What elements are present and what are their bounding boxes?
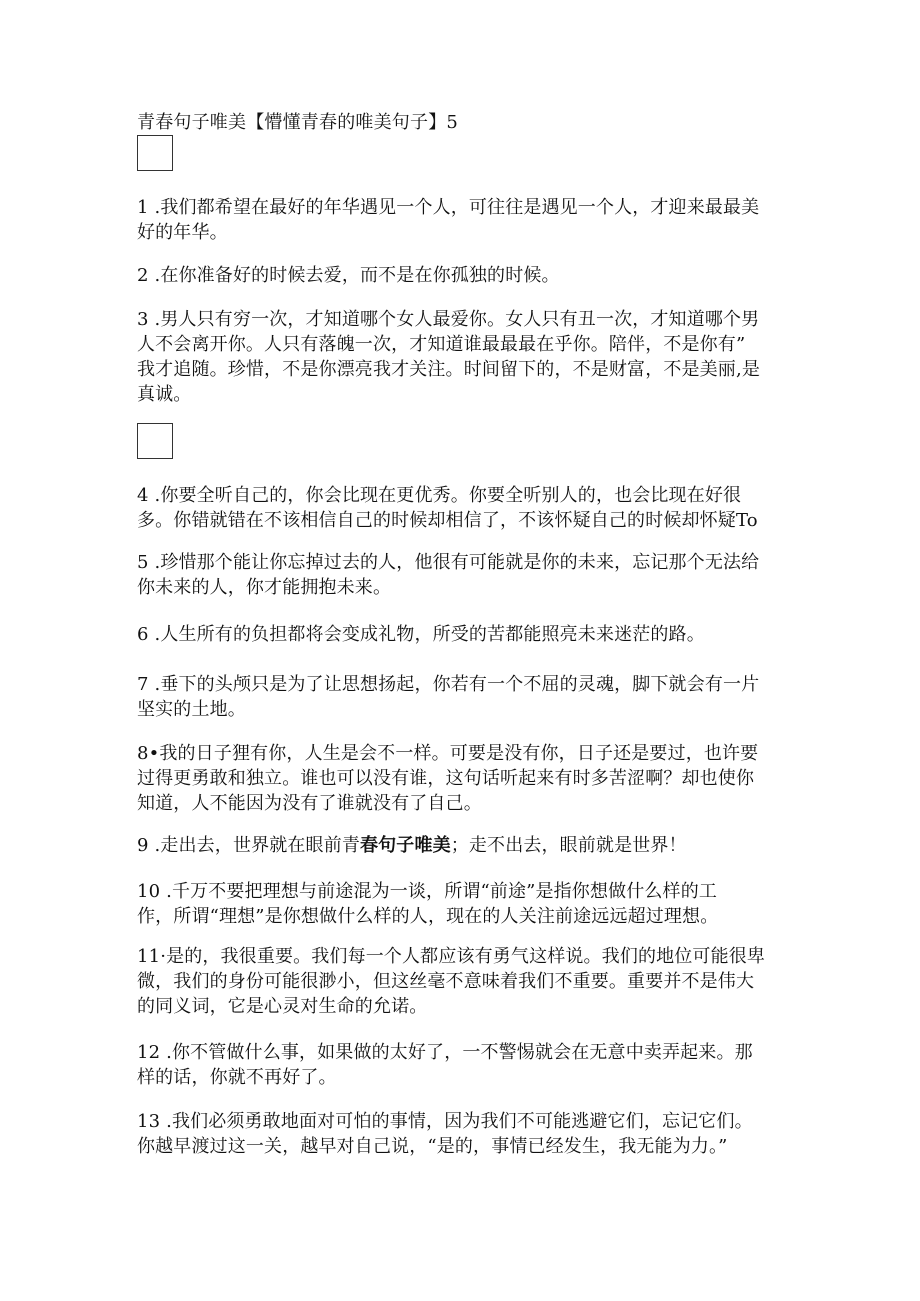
paragraph-line: 作，所谓“理想”是你想做什么样的人，现在的人关注前途远远超过理想。 — [137, 906, 719, 927]
paragraph-line: 5 .珍惜那个能让你忘掉过去的人，他很有可能就是你的未来，忘记那个无法给 — [137, 552, 760, 573]
paragraph-line: 坚实的土地。 — [137, 699, 246, 720]
paragraph-line: 7 .垂下的头颅只是为了让思想扬起，你若有一个不屈的灵魂，脚下就会有一片 — [137, 674, 760, 695]
paragraph-11 — [137, 944, 787, 1019]
paragraph-line: 过得更勇敢和独立。谁也可以没有谁，这句话听起来有时多苦涩啊？却也使你 — [137, 768, 755, 789]
paragraph-9 — [137, 833, 787, 858]
paragraph-8 — [137, 741, 787, 816]
paragraph-line: 2 .在你准备好的时候去爱，而不是在你孤独的时候。 — [137, 265, 560, 286]
document-title: 青春句子唯美【懵懂青春的唯美句子】5 — [137, 112, 459, 133]
paragraph-line: 3 .男人只有穷一次，才知道哪个女人最爱你。女人只有丑一次，才知道哪个男 — [137, 309, 760, 330]
paragraph-2 — [137, 263, 787, 288]
paragraph-line: 10 .千万不要把理想与前途混为一谈，所谓“前途”是指你想做什么样的工 — [137, 881, 717, 902]
paragraph-13 — [137, 1109, 787, 1159]
paragraph-line: 知道，人不能因为没有了谁就没有了自己。 — [137, 793, 482, 814]
paragraph-line: 真诚。 — [137, 384, 192, 405]
paragraph-12 — [137, 1040, 787, 1090]
paragraph-3 — [137, 307, 787, 407]
paragraph-line: 你越早渡过这一关，越早对自己说，“是的，事情已经发生，我无能为力。” — [137, 1136, 728, 1157]
paragraph-line: 微，我们的身份可能很渺小，但这丝毫不意味着我们不重要。重要并不是伟大 — [137, 971, 755, 992]
paragraph-text: ；走不出去，眼前就是世界！ — [450, 835, 687, 856]
paragraph-line: 样的话，你就不再好了。 — [137, 1067, 337, 1088]
paragraph-1 — [137, 195, 787, 245]
image-placeholder — [137, 423, 173, 459]
paragraph-line: 你未来的人，你才能拥抱未来。 — [137, 577, 392, 598]
paragraph-line: 的同义词，它是心灵对生命的允诺。 — [137, 996, 428, 1017]
paragraph-line: 好的年华。 — [137, 222, 228, 243]
paragraph-line: 8•我的日子狸有你，人生是会不一样。可要是没有你，日子还是要过，也许要 — [137, 743, 759, 764]
image-placeholder — [137, 135, 173, 171]
paragraph-line: 多。你错就错在不该相信自己的时候却相信了，不该怀疑自己的时候却怀疑To — [137, 510, 758, 531]
paragraph-line: 12 .你不管做什么事，如果做的太好了，一不警惕就会在无意中卖弄起来。那 — [137, 1042, 753, 1063]
paragraph-line: 6 .人生所有的负担都将会变成礼物，所受的苦都能照亮未来迷茫的路。 — [137, 624, 705, 645]
paragraph-5 — [137, 550, 787, 600]
paragraph-7 — [137, 672, 787, 722]
bold-phrase: 春句子唯美 — [360, 835, 451, 856]
paragraph-line: 11·是的，我很重要。我们每一个人都应该有勇气这样说。我们的地位可能很卑 — [137, 946, 766, 967]
paragraph-10 — [137, 879, 787, 929]
paragraph-text: 9 .走出去，世界就在眼前青 — [137, 835, 360, 856]
paragraph-6 — [137, 622, 787, 647]
paragraph-line — [137, 833, 787, 858]
paragraph-line: 我才追随。珍惜，不是你漂亮我才关注。时间留下的，不是财富，不是美丽,是 — [137, 359, 760, 380]
paragraph-line: 13 .我们必须勇敢地面对可怕的事情，因为我们不可能逃避它们，忘记它们。 — [137, 1111, 753, 1132]
paragraph-line: 人不会离开你。人只有落魄一次，才知道谁最最最在乎你。陪伴，不是你有” — [137, 334, 746, 355]
paragraph-4 — [137, 483, 787, 533]
paragraph-line: 1 .我们都希望在最好的年华遇见一个人，可往往是遇见一个人，才迎来最最美 — [137, 197, 760, 218]
paragraph-line: 4 .你要全听自己的，你会比现在更优秀。你要全听别人的，也会比现在好很 — [137, 485, 742, 506]
